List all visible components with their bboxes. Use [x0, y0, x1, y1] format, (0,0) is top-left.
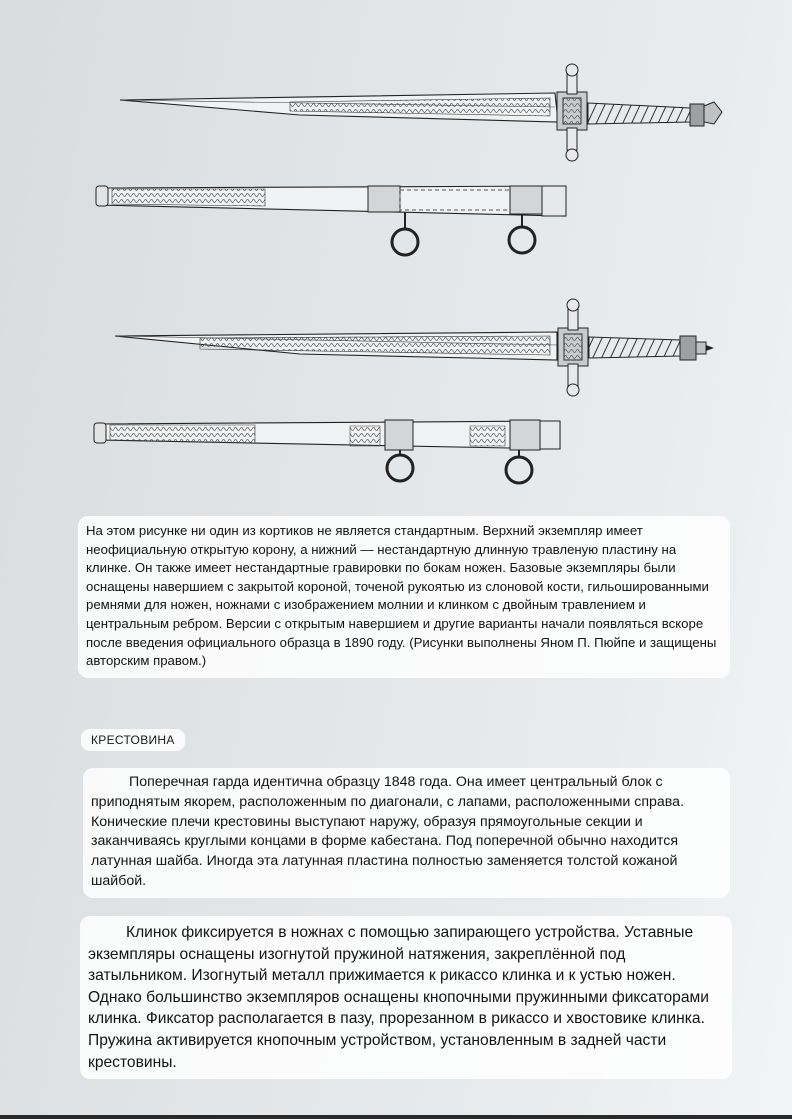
dirk-2-grip [589, 337, 680, 358]
dirk-drawings [0, 0, 792, 500]
paragraph-locking-device-text: Клинок фиксируется в ножнах с помощью запирающего устройства. Уставные экземпляры оснащены изогнутой пружиной натяжения, закреплённой под затыльником. Изогнутый металл прижимается к рикассо клинка и к устью ножен. Однако большинство экземпляров оснащены кнопочными пружинными фиксаторами клинка. Фиксатор располагается в пазу, прорезанном в рикассо и хвостовике клинка. Пружина активируется кнопочным устройством, установленным в задней части крестовины. [88, 924, 709, 1071]
dirk-1 [120, 64, 722, 161]
paragraph-crossguard-text: Поперечная гарда идентична образцу 1848 года. Она имеет центральный блок с приподнятым якорем, расположенным по диагонали, с лапами, расположенными справа. Конические плечи крестовины выступают наружу, образуя прямоугольные секции и заканчиваясь круглыми концами в форме кабестана. Под поперечной обычно находится латунная шайба. Иногда эта латунная пластина полностью заменяется толстой кожаной шайбой. [91, 774, 685, 889]
scabbard-1-ring-1 [392, 229, 418, 255]
scabbard-2-ring-1 [387, 455, 413, 481]
scabbard-1 [96, 186, 566, 255]
scabbard-2-ring-2 [506, 457, 532, 483]
page-bottom-edge [0, 1115, 792, 1119]
illustration-caption: На этом рисунке ни один из кортиков не является стандартным. Верхний экземпляр имеет неофициальную открытую корону, а нижний — нестандартную длинную травленую пластину на клинке. Он также имеет нестандартные гравировки по бокам ножен. Базовые экземпляры были оснащены навершием с закрытой короной, точеной рукоятью из слоновой кости, гильошированными ремнями для ножен, ножнами с изображением молнии и клинком с двойным травлением и центральным ребром. Версии с открытым навершием и другие варианты начали появляться вскоре после введения официального образца в 1890 году. (Рисунки выполнены Яном П. Пюйпе и защищены авторским правом.) [78, 516, 730, 678]
dirk-1-grip [588, 103, 690, 124]
dirk-2-crossguard [558, 299, 588, 396]
dirk-2 [115, 299, 714, 396]
dirk-1-pommel [690, 102, 722, 126]
paragraph-crossguard [83, 768, 730, 898]
section-heading: КРЕСТОВИНА [81, 729, 185, 751]
paragraph-locking-device [80, 916, 732, 1079]
dirk-1-crossguard [557, 64, 587, 161]
dirk-illustrations [0, 0, 792, 500]
scabbard-2 [94, 420, 560, 483]
scabbard-1-ring-2 [509, 227, 535, 253]
dirk-2-pommel [680, 336, 714, 360]
